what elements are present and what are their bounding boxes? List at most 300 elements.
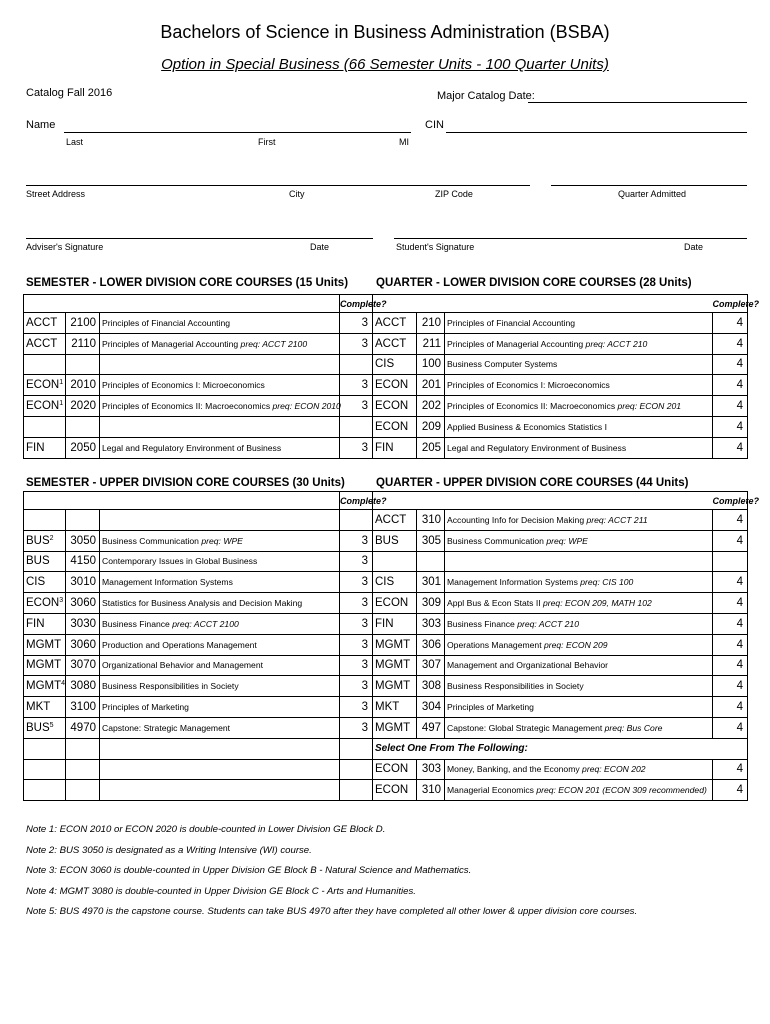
course-name: Legal and Regulatory Environment of Business xyxy=(447,442,627,453)
course-title xyxy=(100,354,340,375)
course-subject xyxy=(24,780,66,801)
course-title xyxy=(100,593,340,614)
course-row xyxy=(24,717,373,738)
sem-lower-heading: SEMESTER - LOWER DIVISION CORE COURSES (15 Units) xyxy=(26,277,349,289)
course-subject: MKT xyxy=(24,697,66,718)
course-subject: MGMT xyxy=(24,634,66,655)
course-row xyxy=(24,551,373,572)
course-subject: ECON$^1$ xyxy=(24,375,66,396)
course-row xyxy=(24,613,373,634)
course-units[interactable]: 3 xyxy=(340,655,373,676)
course-title xyxy=(445,697,713,718)
course-row xyxy=(373,738,748,759)
course-row xyxy=(373,416,748,437)
course-units[interactable]: 3 xyxy=(340,313,373,334)
course-units[interactable] xyxy=(340,416,373,437)
course-name: Management Information Systems xyxy=(447,577,581,588)
course-subject: MGMT xyxy=(373,634,417,655)
course-units[interactable]: 3 xyxy=(340,717,373,738)
course-prerequisite: preq: ACCT 2100 xyxy=(240,338,308,349)
course-units[interactable] xyxy=(340,759,373,780)
course-units[interactable]: 4 xyxy=(713,759,748,780)
course-name: Business Communication xyxy=(447,535,547,546)
note-2: Note 2: BUS 3050 is designated as a Writing Intensive (WI) course. xyxy=(26,844,312,856)
course-number: 2020 xyxy=(66,396,100,417)
course-name: Capstone: Global Strategic Management xyxy=(447,722,605,733)
footnote-marker: 3 xyxy=(59,597,64,605)
course-number: 497 xyxy=(417,717,445,738)
course-units[interactable] xyxy=(340,780,373,801)
course-number: 310 xyxy=(417,780,445,801)
note-5: Note 5: BUS 4970 is the capstone course. Students can take BUS 4970 after they have completed all other lower & upper division core courses. xyxy=(26,906,638,918)
course-name: Principles of Financial Accounting xyxy=(447,317,576,328)
course-units[interactable]: 3 xyxy=(340,551,373,572)
course-row xyxy=(373,676,748,697)
course-prerequisite: preq: ACCT 210 xyxy=(585,338,648,349)
course-number: 3070 xyxy=(66,655,100,676)
course-subject: CIS xyxy=(24,572,66,593)
course-units[interactable]: 3 xyxy=(340,530,373,551)
course-title xyxy=(445,759,713,780)
course-number: 303 xyxy=(417,613,445,634)
cin-field[interactable] xyxy=(446,132,747,133)
course-row xyxy=(24,313,373,334)
first-name-caption: First xyxy=(258,137,276,147)
course-title xyxy=(445,551,713,572)
course-title xyxy=(100,510,340,531)
course-units[interactable]: 3 xyxy=(340,572,373,593)
course-title xyxy=(100,759,340,780)
course-title xyxy=(100,313,340,334)
course-subject: FIN xyxy=(373,437,417,458)
course-subject: FIN xyxy=(373,613,417,634)
qtr-upper-table xyxy=(372,491,760,801)
course-row xyxy=(373,375,748,396)
name-field[interactable] xyxy=(64,132,411,133)
course-row xyxy=(24,416,373,437)
course-subject: CIS xyxy=(373,354,417,375)
course-units[interactable]: 4 xyxy=(713,333,748,354)
course-row xyxy=(373,551,748,572)
quarter-admitted-caption: Quarter Admitted xyxy=(618,189,687,199)
course-title xyxy=(100,717,340,738)
course-subject: BUS xyxy=(373,530,417,551)
course-row xyxy=(373,396,748,417)
course-title xyxy=(445,593,713,614)
course-number xyxy=(66,354,100,375)
course-prerequisite: preq: ECON 2010 xyxy=(272,401,341,412)
course-row xyxy=(24,375,373,396)
course-title xyxy=(445,780,713,801)
course-title xyxy=(445,572,713,593)
course-name: Principles of Economics I: Microeconomics xyxy=(447,380,610,391)
course-name: Business Finance xyxy=(102,618,173,629)
sem-upper-heading: SEMESTER - UPPER DIVISION CORE COURSES (30 Units) xyxy=(26,477,345,489)
course-units[interactable] xyxy=(340,738,373,759)
course-units[interactable] xyxy=(340,510,373,531)
complete-header: Complete? xyxy=(340,295,373,313)
course-name: Capstone: Strategic Management xyxy=(102,722,231,733)
footnote-marker: 1 xyxy=(59,379,64,387)
course-units[interactable]: 4 xyxy=(713,416,748,437)
course-units[interactable]: 4 xyxy=(713,780,748,801)
page-subtitle: Option in Special Business (66 Semester Units - 100 Quarter Units) xyxy=(161,56,609,73)
course-name: Money, Banking, and the Economy xyxy=(447,764,583,775)
course-name: Principles of Marketing xyxy=(102,702,189,713)
sem-upper-table xyxy=(23,491,387,801)
course-subject: MKT xyxy=(373,697,417,718)
course-title xyxy=(445,333,713,354)
course-title xyxy=(445,396,713,417)
course-name: Business Responsibilities in Society xyxy=(447,681,584,692)
course-units[interactable]: 4 xyxy=(713,655,748,676)
footnote-marker: 2 xyxy=(49,534,54,542)
course-number: 100 xyxy=(417,354,445,375)
course-number: 310 xyxy=(417,510,445,531)
course-prerequisite: preq: CIS 100 xyxy=(580,577,634,588)
course-units[interactable]: 3 xyxy=(340,676,373,697)
course-units[interactable]: 4 xyxy=(713,572,748,593)
course-number: 4970 xyxy=(66,717,100,738)
course-row xyxy=(24,396,373,417)
course-title xyxy=(100,572,340,593)
course-name: Business Computer Systems xyxy=(447,359,558,370)
course-name: Management and Organizational Behavior xyxy=(447,660,608,671)
course-number: 3080 xyxy=(66,676,100,697)
course-name: Managerial Economics xyxy=(447,785,537,796)
course-number: 209 xyxy=(417,416,445,437)
course-title xyxy=(100,634,340,655)
course-prerequisite: preq: Bus Core xyxy=(604,722,663,733)
course-subject xyxy=(24,510,66,531)
course-row xyxy=(24,634,373,655)
course-title xyxy=(100,697,340,718)
course-title xyxy=(100,530,340,551)
course-row xyxy=(373,437,748,458)
course-subject: ACCT xyxy=(373,313,417,334)
course-units[interactable]: 4 xyxy=(713,697,748,718)
course-number: 304 xyxy=(417,697,445,718)
course-name: Principles of Managerial Accounting xyxy=(447,338,586,349)
course-units[interactable]: 3 xyxy=(340,437,373,458)
course-name: Business Finance xyxy=(447,618,518,629)
student-signature-caption: Student's Signature xyxy=(396,242,475,252)
course-subject: MGMT$^4$ xyxy=(24,676,66,697)
course-row xyxy=(24,572,373,593)
course-row xyxy=(24,354,373,375)
course-prerequisite: preq: WPE xyxy=(201,535,243,546)
course-row xyxy=(373,717,748,738)
course-units[interactable]: 4 xyxy=(713,613,748,634)
course-title xyxy=(445,676,713,697)
course-subject: BUS$^5$ xyxy=(24,717,66,738)
qtr-lower-heading: QUARTER - LOWER DIVISION CORE COURSES (28 Units) xyxy=(376,277,692,289)
course-row xyxy=(373,313,748,334)
course-title xyxy=(445,313,713,334)
course-name: Appl Bus & Econ Stats II xyxy=(447,598,544,609)
course-subject: ECON xyxy=(373,759,417,780)
course-number: 3060 xyxy=(66,634,100,655)
course-row xyxy=(24,780,373,801)
course-row xyxy=(24,676,373,697)
complete-header: Complete? xyxy=(340,492,373,510)
course-number xyxy=(66,780,100,801)
course-subject: MGMT xyxy=(373,655,417,676)
adviser-signature-caption: Adviser's Signature xyxy=(26,242,104,252)
course-number xyxy=(417,551,445,572)
course-prerequisite: preq: WPE xyxy=(546,535,588,546)
course-title xyxy=(445,437,713,458)
course-subject xyxy=(373,551,417,572)
course-number: 3030 xyxy=(66,613,100,634)
street-address-field[interactable] xyxy=(26,185,530,186)
course-name: Accounting Info for Decision Making xyxy=(447,514,587,525)
course-row xyxy=(373,759,748,780)
course-subject: ACCT xyxy=(373,333,417,354)
course-row xyxy=(373,634,748,655)
course-number: 307 xyxy=(417,655,445,676)
course-name: Principles of Economics II: Macroeconomics xyxy=(102,401,273,412)
course-title xyxy=(445,530,713,551)
course-units[interactable]: 4 xyxy=(713,375,748,396)
catalog-label: Catalog Fall 2016 xyxy=(26,87,113,99)
course-number: 309 xyxy=(417,593,445,614)
course-title xyxy=(445,354,713,375)
course-row xyxy=(373,354,748,375)
course-name: Principles of Marketing xyxy=(447,702,534,713)
course-units[interactable]: 4 xyxy=(713,396,748,417)
course-number: 3100 xyxy=(66,697,100,718)
course-name: Statistics for Business Analysis and Decision Making xyxy=(102,598,303,609)
course-subject: FIN xyxy=(24,613,66,634)
zip-caption: ZIP Code xyxy=(435,189,473,199)
student-date-caption: Date xyxy=(684,242,704,252)
course-units[interactable]: 3 xyxy=(340,375,373,396)
course-subject: ACCT xyxy=(24,313,66,334)
course-number: 201 xyxy=(417,375,445,396)
course-units[interactable]: 3 xyxy=(340,634,373,655)
course-subject: ACCT xyxy=(373,510,417,531)
course-name: Contemporary Issues in Global Business xyxy=(102,556,258,567)
course-title xyxy=(445,613,713,634)
quarter-admitted-field[interactable] xyxy=(551,185,747,186)
course-units[interactable]: 4 xyxy=(713,593,748,614)
course-units[interactable]: 3 xyxy=(340,593,373,614)
course-subject: CIS xyxy=(373,572,417,593)
course-number xyxy=(66,416,100,437)
course-title xyxy=(445,375,713,396)
course-prerequisite: preq: ACCT 2100 xyxy=(172,618,239,629)
course-title xyxy=(445,416,713,437)
course-units[interactable]: 4 xyxy=(713,510,748,531)
course-name: Production and Operations Management xyxy=(102,639,257,650)
course-number: 301 xyxy=(417,572,445,593)
course-subject: FIN xyxy=(24,437,66,458)
city-caption: City xyxy=(289,189,305,199)
course-number: 2050 xyxy=(66,437,100,458)
course-row xyxy=(373,613,748,634)
course-units[interactable] xyxy=(713,551,748,572)
course-title xyxy=(100,551,340,572)
course-subject: MGMT xyxy=(373,676,417,697)
qtr-upper-heading: QUARTER - UPPER DIVISION CORE COURSES (44 Units) xyxy=(376,477,689,489)
course-number: 211 xyxy=(417,333,445,354)
course-number xyxy=(66,510,100,531)
course-name: Operations Management xyxy=(447,639,544,650)
course-number: 308 xyxy=(417,676,445,697)
course-units[interactable]: 3 xyxy=(340,613,373,634)
course-units[interactable]: 4 xyxy=(713,676,748,697)
course-name: Principles of Financial Accounting xyxy=(102,317,231,328)
course-title xyxy=(100,613,340,634)
footnote-marker: 5 xyxy=(49,721,54,729)
major-catalog-date-label: Major Catalog Date: xyxy=(437,90,535,102)
course-units[interactable]: 3 xyxy=(340,333,373,354)
course-subject: ECON xyxy=(373,780,417,801)
course-row xyxy=(24,593,373,614)
major-catalog-date-field[interactable] xyxy=(528,102,747,103)
course-row xyxy=(24,510,373,531)
course-title xyxy=(445,510,713,531)
name-label: Name xyxy=(26,119,56,131)
course-number: 3010 xyxy=(66,572,100,593)
course-row xyxy=(373,780,748,801)
course-number xyxy=(66,759,100,780)
course-row xyxy=(373,697,748,718)
course-units[interactable]: 4 xyxy=(713,354,748,375)
course-number: 2100 xyxy=(66,313,100,334)
course-title xyxy=(445,634,713,655)
footnote-marker: 1 xyxy=(59,400,64,408)
course-subject: BUS$^2$ xyxy=(24,530,66,551)
course-prerequisite: preq: ECON 202 xyxy=(582,764,646,775)
course-number xyxy=(66,738,100,759)
course-number: 2010 xyxy=(66,375,100,396)
course-title xyxy=(100,676,340,697)
course-units[interactable]: 4 xyxy=(713,313,748,334)
course-number: 202 xyxy=(417,396,445,417)
course-units[interactable] xyxy=(340,354,373,375)
course-name: Organizational Behavior and Management xyxy=(102,660,263,671)
note-4: Note 4: MGMT 3080 is double-counted in Upper Division GE Block C - Arts and Humanities. xyxy=(26,885,416,897)
course-subject: ECON xyxy=(373,593,417,614)
select-one-label: Select One From The Following: xyxy=(373,738,748,759)
course-title xyxy=(445,717,713,738)
course-prerequisite: preq: ECON 209, MATH 102 xyxy=(543,598,652,609)
course-subject: ECON$^3$ xyxy=(24,593,66,614)
course-subject: ECON xyxy=(373,375,417,396)
course-subject: MGMT xyxy=(373,717,417,738)
course-title xyxy=(100,396,340,417)
course-title xyxy=(100,655,340,676)
course-row xyxy=(24,333,373,354)
course-number: 205 xyxy=(417,437,445,458)
street-address-caption: Street Address xyxy=(26,189,86,199)
course-prerequisite: preq: ACCT 211 xyxy=(586,514,648,525)
course-name: Principles of Economics I: Microeconomics xyxy=(102,380,265,391)
course-units[interactable]: 3 xyxy=(340,697,373,718)
course-units[interactable]: 4 xyxy=(713,437,748,458)
course-row xyxy=(373,333,748,354)
page-title: Bachelors of Science in Business Administration (BSBA) xyxy=(160,22,610,42)
complete-header: Complete? xyxy=(713,295,748,313)
course-number: 303 xyxy=(417,759,445,780)
course-row xyxy=(373,510,748,531)
course-row xyxy=(373,572,748,593)
course-subject: ECON$^1$ xyxy=(24,396,66,417)
course-name: Management Information Systems xyxy=(102,577,233,588)
course-number: 210 xyxy=(417,313,445,334)
course-title xyxy=(100,375,340,396)
note-3: Note 3: ECON 3060 is double-counted in Upper Division GE Block B - Natural Science and Mathematics. xyxy=(26,865,472,877)
course-prerequisite: preq: ECON 201 xyxy=(617,401,682,412)
course-subject: BUS xyxy=(24,551,66,572)
course-prerequisite: preq: ECON 209 xyxy=(543,639,608,650)
course-name: Principles of Economics II: Macroeconomics xyxy=(447,401,618,412)
course-subject: MGMT xyxy=(24,655,66,676)
course-number: 2110 xyxy=(66,333,100,354)
course-row xyxy=(24,530,373,551)
course-subject xyxy=(24,416,66,437)
course-number: 306 xyxy=(417,634,445,655)
course-row xyxy=(24,738,373,759)
student-signature-field[interactable] xyxy=(394,238,747,239)
course-title xyxy=(100,333,340,354)
course-row xyxy=(24,697,373,718)
adviser-signature-field[interactable] xyxy=(26,238,373,239)
note-1: Note 1: ECON 2010 or ECON 2020 is double-counted in Lower Division GE Block D. xyxy=(26,824,386,835)
course-row xyxy=(24,437,373,458)
course-name: Business Responsibilities in Society xyxy=(102,681,239,692)
footnote-marker: 4 xyxy=(61,680,66,688)
qtr-lower-table xyxy=(372,294,760,459)
course-row xyxy=(373,593,748,614)
course-prerequisite: preq: ACCT 210 xyxy=(517,618,579,629)
course-number: 305 xyxy=(417,530,445,551)
course-row xyxy=(24,655,373,676)
course-units[interactable]: 4 xyxy=(713,717,748,738)
course-number: 3050 xyxy=(66,530,100,551)
course-units[interactable]: 3 xyxy=(340,396,373,417)
cin-label: CIN xyxy=(425,119,444,131)
course-title xyxy=(100,437,340,458)
course-subject: ECON xyxy=(373,416,417,437)
course-name: Legal and Regulatory Environment of Business xyxy=(102,442,282,453)
course-title xyxy=(100,416,340,437)
course-subject: ACCT xyxy=(24,333,66,354)
course-units[interactable]: 4 xyxy=(713,634,748,655)
mi-caption: MI xyxy=(399,137,409,147)
course-name: Applied Business & Economics Statistics I xyxy=(447,421,608,432)
complete-header: Complete? xyxy=(713,492,748,510)
course-name: Business Communication xyxy=(102,535,202,546)
course-subject xyxy=(24,759,66,780)
course-row xyxy=(24,759,373,780)
course-number: 3060 xyxy=(66,593,100,614)
course-subject xyxy=(24,354,66,375)
course-units[interactable]: 4 xyxy=(713,530,748,551)
course-name: Principles of Managerial Accounting xyxy=(102,338,241,349)
course-title xyxy=(445,655,713,676)
course-subject xyxy=(24,738,66,759)
last-name-caption: Last xyxy=(66,137,84,147)
course-prerequisite: preq: ECON 201 (ECON 309 recommended) xyxy=(536,785,707,796)
course-subject: ECON xyxy=(373,396,417,417)
course-number: 4150 xyxy=(66,551,100,572)
adviser-date-caption: Date xyxy=(310,242,330,252)
course-title xyxy=(100,780,340,801)
course-title xyxy=(100,738,340,759)
